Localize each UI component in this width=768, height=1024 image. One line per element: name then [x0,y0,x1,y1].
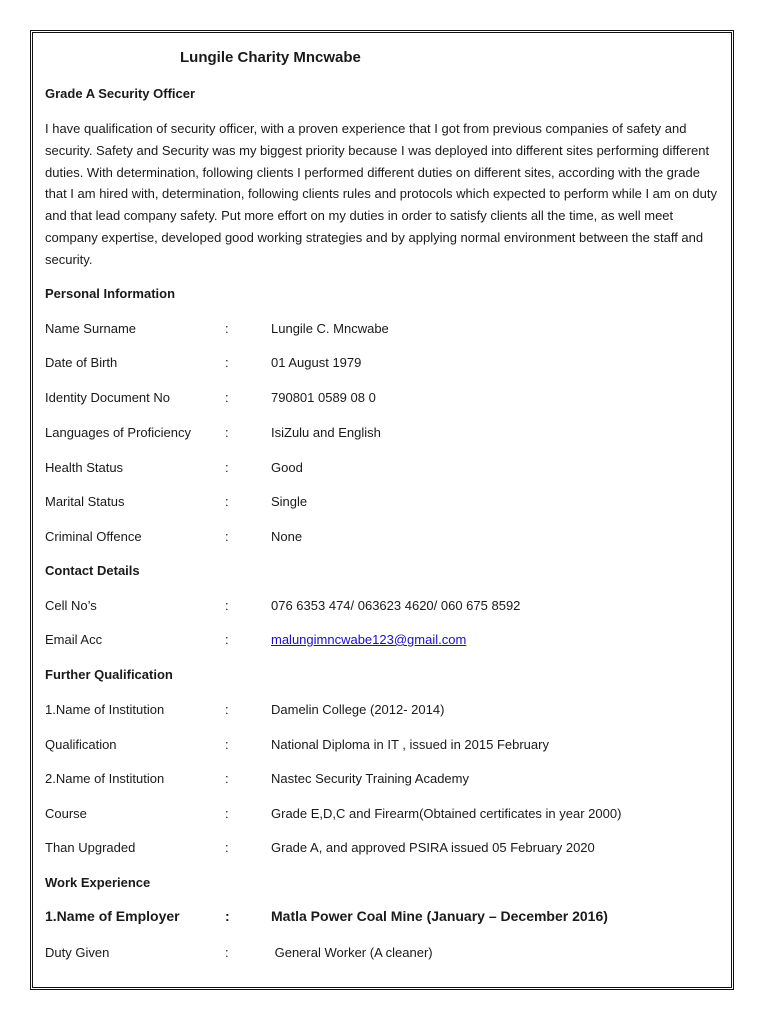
row-label: 1.Name of Institution [45,702,165,717]
row-label: 1.Name of Employer [45,908,180,924]
info-row-email [45,632,725,652]
info-row-cell [45,598,725,618]
row-value: Grade E,D,C and Firearm(Obtained certificates in year 2000) [271,806,622,821]
row-separator: : [225,908,230,924]
row-label: Email Acc [45,632,103,647]
candidate-name: Lungile Charity Mncwabe [180,49,361,66]
info-row-employer [45,908,725,928]
row-separator: : [225,390,229,405]
row-separator: : [225,529,229,544]
info-row-upgraded [45,840,725,860]
info-row-id [45,390,725,410]
row-separator: : [225,702,229,717]
row-separator: : [225,321,229,336]
info-row-institution-2 [45,771,725,791]
row-separator: : [225,806,229,821]
row-label: Marital Status [45,494,125,509]
row-value: Lungile C. Mncwabe [271,321,389,336]
row-separator: : [225,771,229,786]
info-row-qualification [45,737,725,757]
row-value: 01 August 1979 [271,355,362,370]
section-heading-qualification: Further Qualification [45,667,173,682]
row-label: 2.Name of Institution [45,771,165,786]
row-value: None [271,529,303,544]
row-label: Course [45,806,87,821]
profile-summary: I have qualification of security officer, with a proven experience that I got from previous companies of safety and security. Safety and Security was my biggest priority because I was deployed into different sites performing different duties. With determination, following clients I performed different duties on different sites, according with the grade that I am hired with, determination, following clients rules and protocols which expected to perform while I am on duty and that lead company safety. Put more effort on my duties in order to satisfy clients all the time, as well meet company expertise, developed good working strategies and by applying normal environment between the staff and security. [45,121,718,267]
row-value: Matla Power Coal Mine (January – December 2016) [271,908,608,924]
info-row-criminal [45,529,725,549]
row-separator: : [225,598,229,613]
row-value: IsiZulu and English [271,425,381,440]
row-separator: : [225,737,229,752]
row-label: Criminal Offence [45,529,142,544]
section-heading-contact: Contact Details [45,563,140,578]
row-value: Nastec Security Training Academy [271,771,469,786]
row-label: Languages of Proficiency [45,425,191,440]
row-separator: : [225,460,229,475]
row-label: Qualification [45,737,117,752]
row-separator: : [225,355,229,370]
row-label: Health Status [45,460,124,475]
row-label: Date of Birth [45,355,118,370]
info-row-institution-1 [45,702,725,722]
info-row-health [45,460,725,480]
row-label: Than Upgraded [45,840,136,855]
row-value: National Diploma in IT , issued in 2015 February [271,737,549,752]
info-row-dob [45,355,725,375]
row-label: Identity Document No [45,390,171,405]
row-separator: : [225,632,229,647]
info-row-name [45,321,725,341]
info-row-languages [45,425,725,445]
row-value: Damelin College (2012- 2014) [271,702,445,717]
row-separator: : [225,494,229,509]
row-label: Duty Given [45,945,110,960]
row-separator: : [225,945,229,960]
info-row-duty [45,945,725,965]
row-value: General Worker (A cleaner) [271,945,433,960]
row-value: Good [271,460,303,475]
section-heading-work: Work Experience [45,875,151,890]
row-separator: : [225,425,229,440]
row-separator: : [225,840,229,855]
info-row-marital [45,494,725,514]
email-link[interactable]: malungimncwabe123@gmail.com [271,632,467,647]
row-label: Name Surname [45,321,137,336]
row-value: Single [271,494,308,509]
row-label: Cell No’s [45,598,97,613]
row-value: Grade A, and approved PSIRA issued 05 February 2020 [271,840,595,855]
info-row-course [45,806,725,826]
row-value: 790801 0589 08 0 [271,390,376,405]
job-title: Grade A Security Officer [45,86,196,101]
section-heading-personal: Personal Information [45,286,176,301]
row-value: 076 6353 474/ 063623 4620/ 060 675 8592 [271,598,521,613]
